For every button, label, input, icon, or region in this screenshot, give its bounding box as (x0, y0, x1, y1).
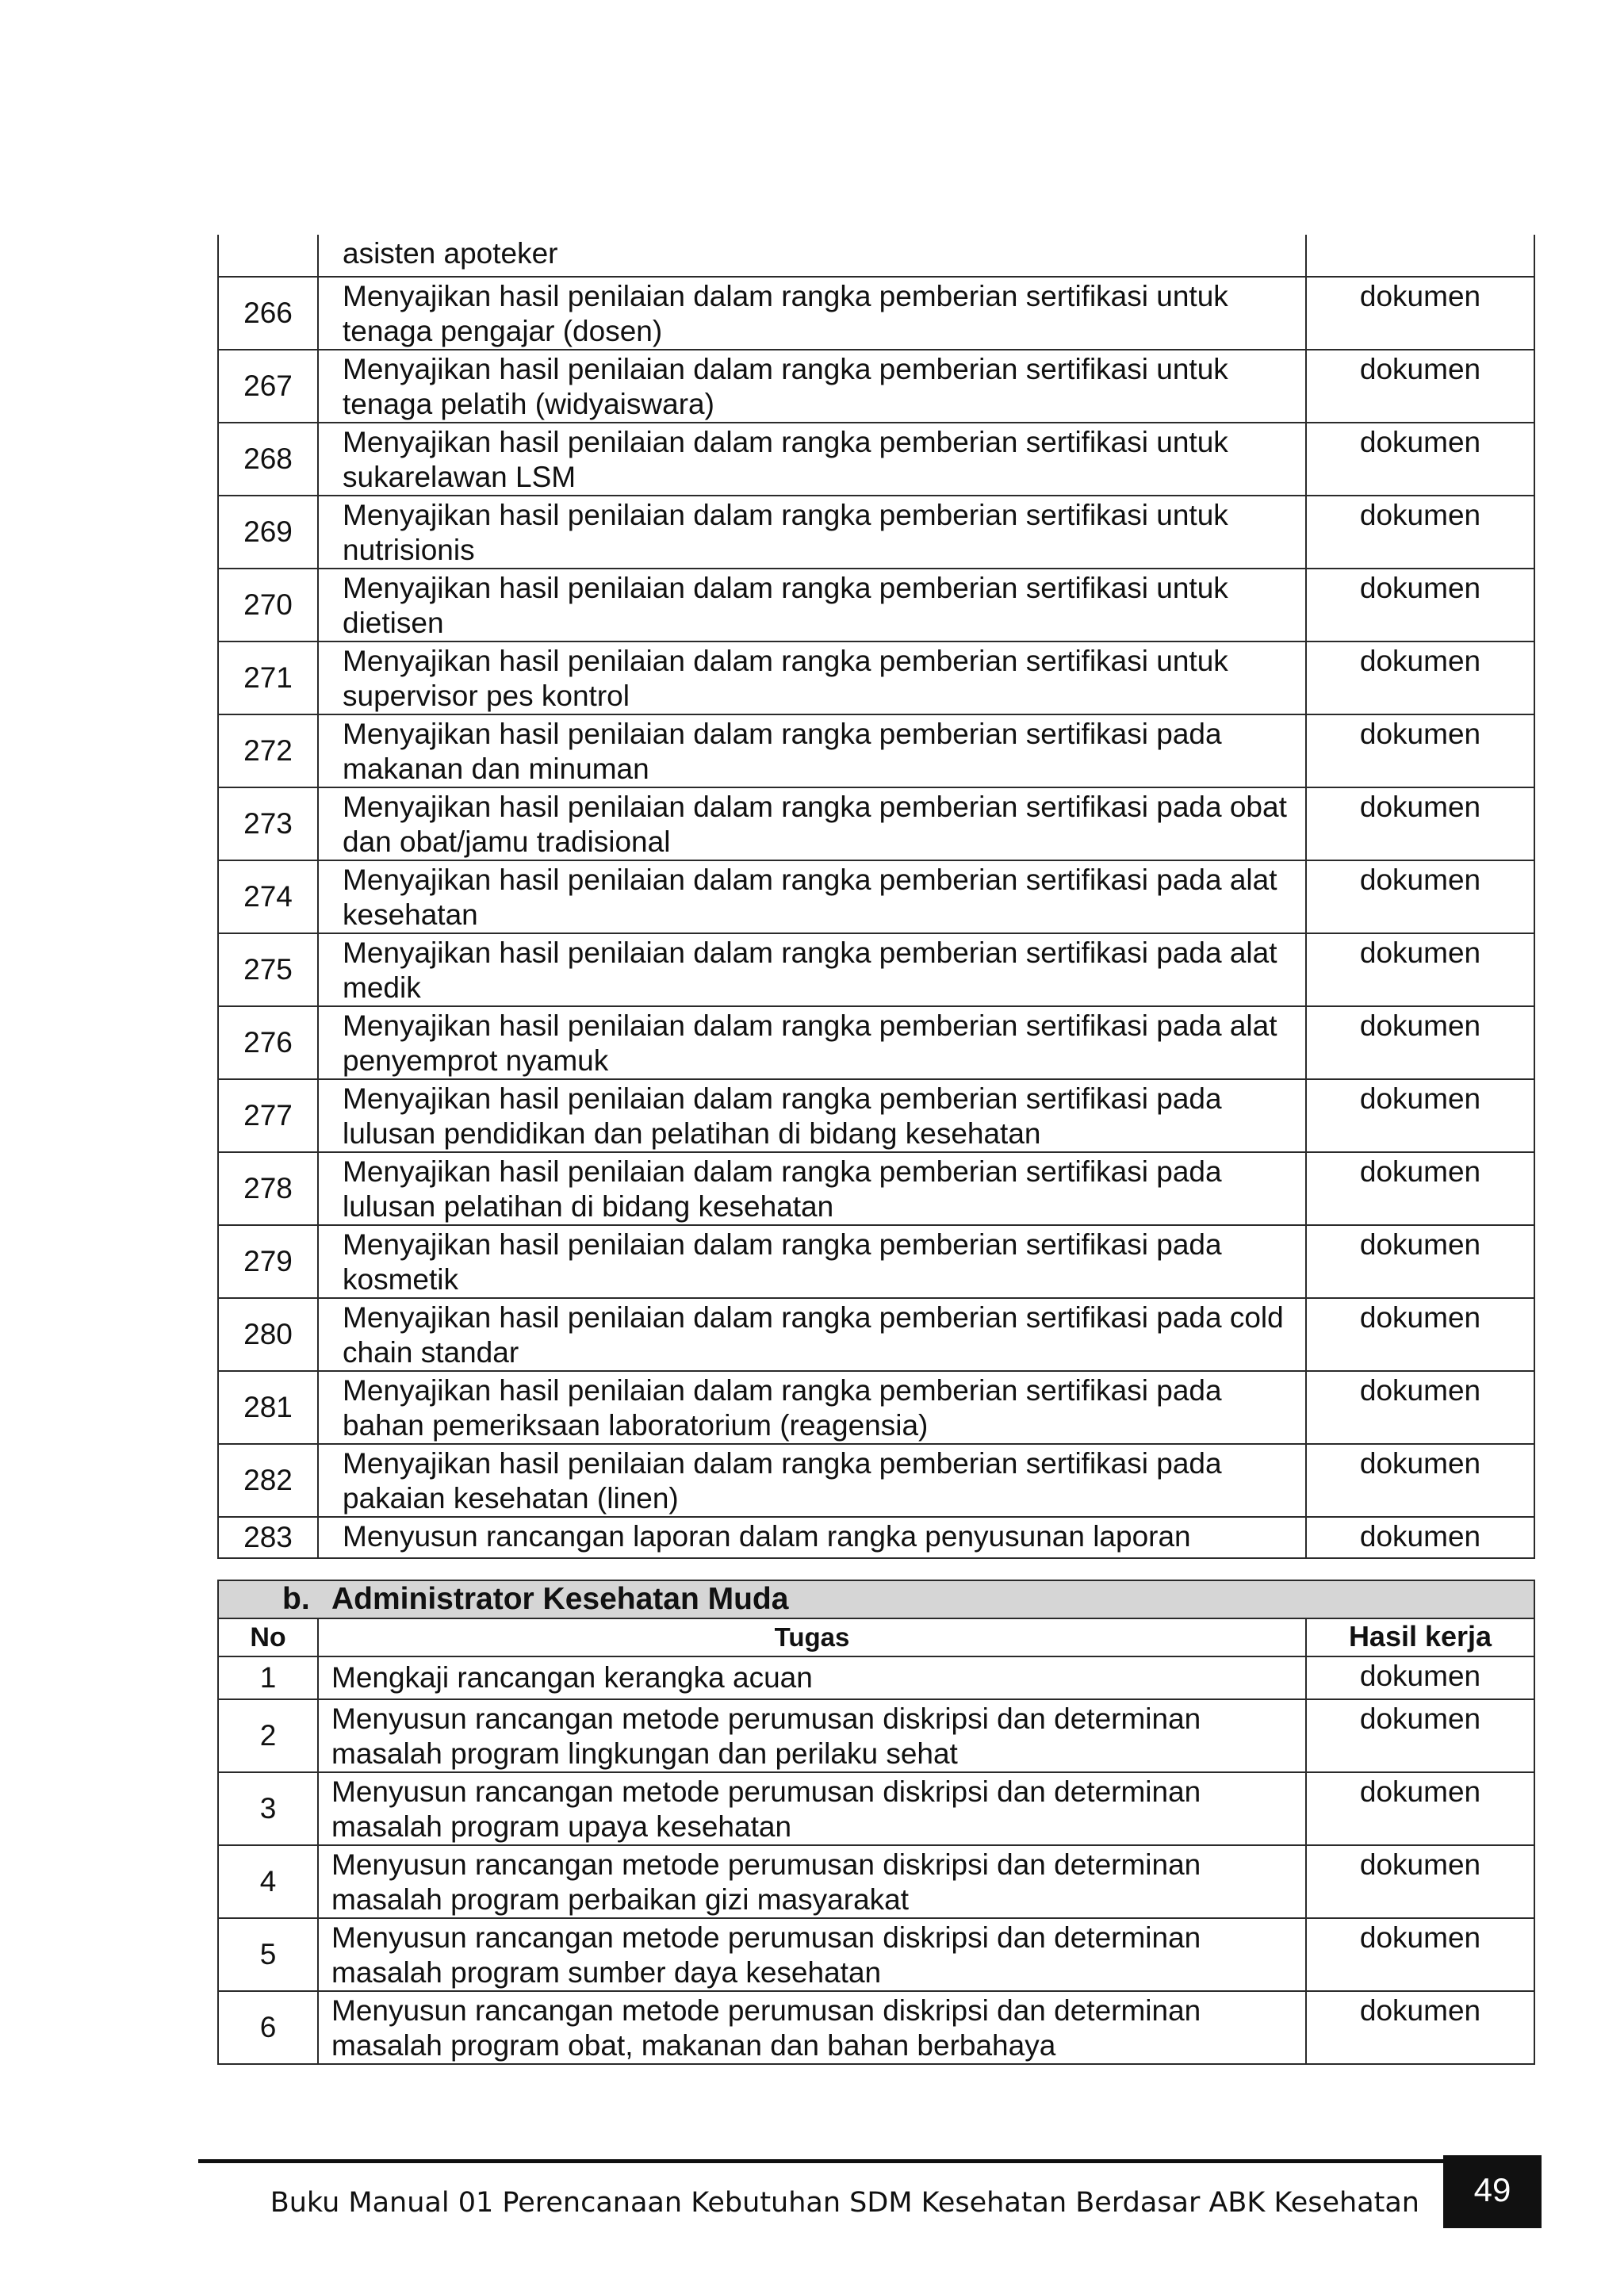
row-number-cell: 3 (218, 1772, 318, 1845)
result-cell: dokumen (1306, 1371, 1534, 1444)
task-cell: Menyajikan hasil penilaian dalam rangka pemberian sertifikasi pada lulusan pendidikan dan pelatihan di bidang kesehatan (318, 1079, 1306, 1152)
task-cell: Menyajikan hasil penilaian dalam rangka pemberian sertifikasi untuk supervisor pes kontrol (318, 641, 1306, 714)
task-cell: Menyajikan hasil penilaian dalam rangka pemberian sertifikasi untuk dietisen (318, 569, 1306, 641)
task-cell: Menyajikan hasil penilaian dalam rangka pemberian sertifikasi pada alat penyemprot nyamuk (318, 1006, 1306, 1079)
section-letter: b. (282, 1582, 310, 1616)
task-cell: Menyajikan hasil penilaian dalam rangka pemberian sertifikasi pada makanan dan minuman (318, 714, 1306, 787)
table-row (218, 1152, 1534, 1225)
task-cell: Menyajikan hasil penilaian dalam rangka pemberian sertifikasi pada kosmetik (318, 1225, 1306, 1298)
result-cell: dokumen (1306, 860, 1534, 933)
task-table-administrator-muda (217, 1580, 1535, 2065)
task-cell: Menyajikan hasil penilaian dalam rangka pemberian sertifikasi untuk tenaga pelatih (widyaiswara) (318, 350, 1306, 423)
table-row (218, 641, 1534, 714)
row-number-cell: 274 (218, 860, 318, 933)
result-cell: dokumen (1306, 787, 1534, 860)
task-cell: Menyusun rancangan laporan dalam rangka penyusunan laporan (318, 1517, 1306, 1558)
table-row (218, 1991, 1534, 2064)
result-cell: dokumen (1306, 1699, 1534, 1772)
row-number-cell: 282 (218, 1444, 318, 1517)
result-cell: dokumen (1306, 277, 1534, 350)
row-number-cell: 275 (218, 933, 318, 1006)
table-row-continued (218, 235, 1534, 277)
row-number-cell: 277 (218, 1079, 318, 1152)
result-cell: dokumen (1306, 1079, 1534, 1152)
row-number-cell: 283 (218, 1517, 318, 1558)
table-row (218, 569, 1534, 641)
table-row (218, 1699, 1534, 1772)
row-number-cell: 271 (218, 641, 318, 714)
row-number-cell: 6 (218, 1991, 318, 2064)
table-row (218, 350, 1534, 423)
task-cell: Menyajikan hasil penilaian dalam rangka pemberian sertifikasi pada alat kesehatan (318, 860, 1306, 933)
row-number-cell: 273 (218, 787, 318, 860)
result-cell (1306, 235, 1534, 277)
section-title: Administrator Kesehatan Muda (331, 1582, 789, 1616)
column-header-row (218, 1618, 1534, 1656)
row-number-cell (218, 235, 318, 277)
task-cell: Menyajikan hasil penilaian dalam rangka pemberian sertifikasi pada alat medik (318, 933, 1306, 1006)
result-cell: dokumen (1306, 1152, 1534, 1225)
footer-divider (198, 2159, 1446, 2163)
column-header-result: Hasil kerja (1306, 1618, 1534, 1656)
row-number-cell: 278 (218, 1152, 318, 1225)
row-number-cell: 270 (218, 569, 318, 641)
task-cell: Menyusun rancangan metode perumusan diskripsi dan determinan masalah program upaya kesehatan (318, 1772, 1306, 1845)
row-number-cell: 272 (218, 714, 318, 787)
row-number-cell: 4 (218, 1845, 318, 1918)
task-cell: Menyajikan hasil penilaian dalam rangka pemberian sertifikasi untuk sukarelawan LSM (318, 423, 1306, 496)
task-cell: Menyajikan hasil penilaian dalam rangka pemberian sertifikasi pada bahan pemeriksaan laboratorium (reagensia) (318, 1371, 1306, 1444)
row-number-cell: 280 (218, 1298, 318, 1371)
result-cell: dokumen (1306, 1006, 1534, 1079)
table-row (218, 714, 1534, 787)
result-cell: dokumen (1306, 350, 1534, 423)
task-cell: Menyusun rancangan metode perumusan diskripsi dan determinan masalah program lingkungan dan perilaku sehat (318, 1699, 1306, 1772)
table-row (218, 1006, 1534, 1079)
column-header-no: No (218, 1618, 318, 1656)
result-cell: dokumen (1306, 1656, 1534, 1699)
table-row (218, 1371, 1534, 1444)
table-row (218, 1656, 1534, 1699)
task-cell: Menyusun rancangan metode perumusan diskripsi dan determinan masalah program sumber daya kesehatan (318, 1918, 1306, 1991)
task-cell: Menyajikan hasil penilaian dalam rangka pemberian sertifikasi pada cold chain standar (318, 1298, 1306, 1371)
row-number-cell: 2 (218, 1699, 318, 1772)
table-row (218, 496, 1534, 569)
result-cell: dokumen (1306, 1517, 1534, 1558)
row-number-cell: 276 (218, 1006, 318, 1079)
result-cell: dokumen (1306, 1444, 1534, 1517)
result-cell: dokumen (1306, 641, 1534, 714)
task-cell: Menyusun rancangan metode perumusan diskripsi dan determinan masalah program obat, makanan dan bahan berbahaya (318, 1991, 1306, 2064)
task-cell: Menyajikan hasil penilaian dalam rangka pemberian sertifikasi untuk tenaga pengajar (dosen) (318, 277, 1306, 350)
task-cell: Menyajikan hasil penilaian dalam rangka pemberian sertifikasi pada lulusan pelatihan di bidang kesehatan (318, 1152, 1306, 1225)
result-cell: dokumen (1306, 1298, 1534, 1371)
row-number-cell: 5 (218, 1918, 318, 1991)
table-row (218, 1517, 1534, 1558)
row-number-cell: 267 (218, 350, 318, 423)
table-row (218, 787, 1534, 860)
row-number-cell: 266 (218, 277, 318, 350)
table-row (218, 1079, 1534, 1152)
row-number-cell: 1 (218, 1656, 318, 1699)
task-cell: Menyusun rancangan metode perumusan diskripsi dan determinan masalah program perbaikan gizi masyarakat (318, 1845, 1306, 1918)
row-number-cell: 269 (218, 496, 318, 569)
result-cell: dokumen (1306, 714, 1534, 787)
result-cell: dokumen (1306, 423, 1534, 496)
column-header-task: Tugas (318, 1618, 1306, 1656)
result-cell: dokumen (1306, 569, 1534, 641)
result-cell: dokumen (1306, 1772, 1534, 1845)
table-row (218, 860, 1534, 933)
table-row (218, 277, 1534, 350)
table-row (218, 1772, 1534, 1845)
task-cell: Menyajikan hasil penilaian dalam rangka pemberian sertifikasi untuk nutrisionis (318, 496, 1306, 569)
row-number-cell: 281 (218, 1371, 318, 1444)
row-number-cell: 268 (218, 423, 318, 496)
row-number-cell: 279 (218, 1225, 318, 1298)
result-cell: dokumen (1306, 1991, 1534, 2064)
page-number: 49 (1443, 2155, 1542, 2228)
result-cell: dokumen (1306, 496, 1534, 569)
result-cell: dokumen (1306, 1225, 1534, 1298)
table-row (218, 423, 1534, 496)
table-row (218, 1298, 1534, 1371)
section-header-row (218, 1580, 1534, 1618)
table-row (218, 1444, 1534, 1517)
table-row (218, 933, 1534, 1006)
result-cell: dokumen (1306, 1918, 1534, 1991)
task-cell: asisten apoteker (318, 235, 1306, 277)
task-cell: Menyajikan hasil penilaian dalam rangka pemberian sertifikasi pada obat dan obat/jamu tradisional (318, 787, 1306, 860)
task-table-continued (217, 235, 1535, 1559)
task-cell: Mengkaji rancangan kerangka acuan (318, 1656, 1306, 1699)
footer-book-title: Buku Manual 01 Perencanaan Kebutuhan SDM Kesehatan Berdasar ABK Kesehatan (270, 2187, 1419, 2219)
section-header (218, 1580, 1534, 1618)
table-row (218, 1225, 1534, 1298)
task-cell: Menyajikan hasil penilaian dalam rangka pemberian sertifikasi pada pakaian kesehatan (linen) (318, 1444, 1306, 1517)
table-row (218, 1918, 1534, 1991)
result-cell: dokumen (1306, 1845, 1534, 1918)
result-cell: dokumen (1306, 933, 1534, 1006)
table-row (218, 1845, 1534, 1918)
